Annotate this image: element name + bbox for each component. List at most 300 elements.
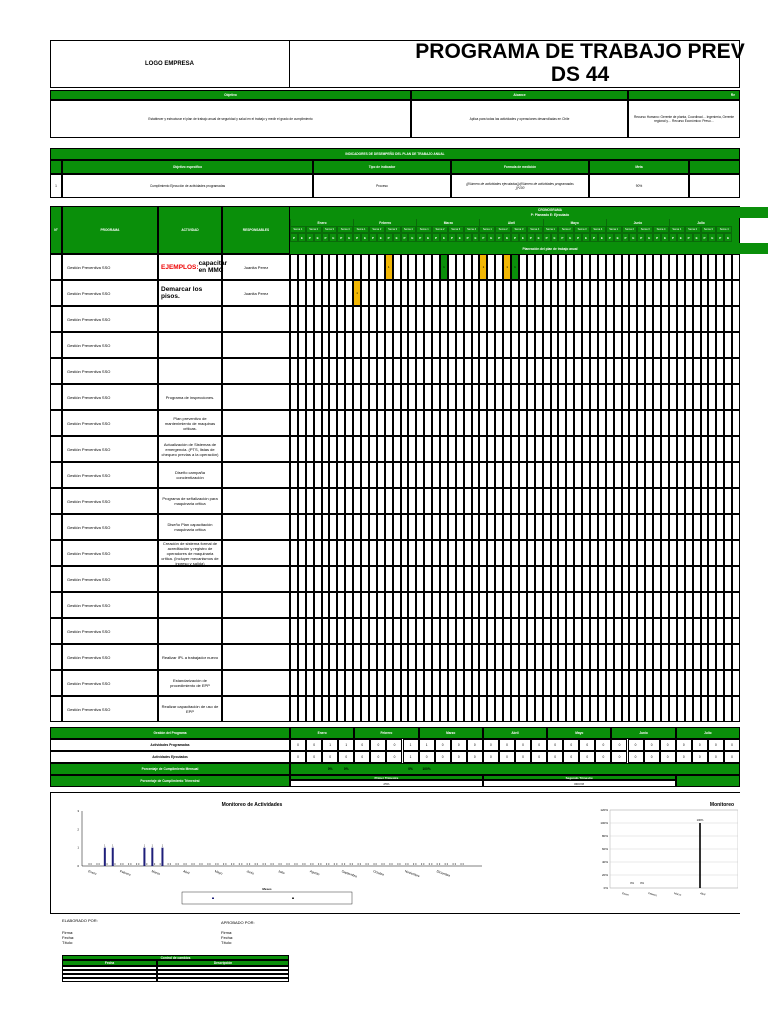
schedule-cell[interactable] [582,332,590,358]
schedule-cell[interactable] [361,306,369,332]
schedule-cell[interactable] [511,618,519,644]
schedule-cell[interactable] [629,540,637,566]
schedule-cell[interactable] [456,332,464,358]
schedule-cell[interactable] [629,696,637,722]
schedule-cell[interactable] [314,540,322,566]
schedule-cell[interactable] [701,644,709,670]
schedule-cell[interactable] [377,280,385,306]
schedule-cell[interactable] [708,618,716,644]
schedule-cell[interactable] [527,410,535,436]
schedule-cell[interactable] [369,540,377,566]
schedule-cell[interactable] [677,384,685,410]
schedule-cell[interactable] [629,306,637,332]
schedule-cell[interactable] [622,384,630,410]
schedule-cell[interactable] [543,410,551,436]
schedule-cell[interactable] [495,566,503,592]
schedule-cell[interactable] [503,384,511,410]
schedule-cell[interactable] [464,280,472,306]
schedule-cell[interactable] [495,332,503,358]
schedule-cell[interactable] [290,514,298,540]
schedule-cell[interactable] [558,618,566,644]
schedule-cell[interactable] [645,306,653,332]
schedule-cell[interactable] [416,488,424,514]
schedule-cell[interactable] [487,332,495,358]
schedule-cell[interactable] [298,332,306,358]
schedule-cell[interactable] [685,410,693,436]
schedule-cell[interactable] [329,306,337,332]
schedule-cell[interactable] [408,254,416,280]
schedule-cell[interactable] [393,254,401,280]
schedule-cell[interactable] [661,358,669,384]
schedule-cell[interactable] [653,436,661,462]
schedule-cell[interactable] [369,670,377,696]
schedule-cell[interactable] [479,592,487,618]
schedule-cell[interactable] [495,462,503,488]
schedule-cell[interactable] [361,566,369,592]
schedule-cell[interactable] [329,566,337,592]
schedule-cell[interactable] [519,540,527,566]
schedule-cell[interactable] [290,696,298,722]
schedule-cell[interactable] [677,254,685,280]
schedule-cell[interactable] [724,540,732,566]
schedule-cell[interactable] [598,488,606,514]
schedule-cell[interactable] [590,592,598,618]
schedule-cell[interactable] [519,514,527,540]
schedule-cell[interactable] [574,514,582,540]
schedule-cell[interactable] [511,462,519,488]
schedule-cell[interactable] [408,462,416,488]
schedule-cell[interactable] [385,540,393,566]
schedule-cell[interactable] [677,358,685,384]
schedule-cell[interactable] [527,592,535,618]
schedule-cell[interactable] [622,566,630,592]
schedule-cell[interactable] [677,306,685,332]
schedule-cell[interactable] [716,462,724,488]
schedule-cell[interactable] [685,696,693,722]
schedule-cell[interactable] [708,306,716,332]
schedule-cell[interactable] [298,358,306,384]
schedule-cell[interactable] [393,358,401,384]
schedule-cell[interactable] [582,410,590,436]
schedule-cell[interactable] [527,436,535,462]
schedule-cell[interactable] [322,696,330,722]
schedule-cell[interactable] [661,332,669,358]
schedule-cell[interactable] [606,254,614,280]
schedule-cell[interactable] [535,566,543,592]
schedule-cell[interactable] [290,644,298,670]
schedule-cell[interactable] [732,306,740,332]
schedule-cell[interactable] [653,358,661,384]
schedule-cell[interactable] [669,696,677,722]
schedule-cell[interactable] [590,462,598,488]
schedule-cell[interactable] [637,410,645,436]
schedule-cell[interactable] [440,332,448,358]
schedule-cell[interactable] [456,410,464,436]
schedule-cell[interactable] [716,436,724,462]
schedule-cell[interactable] [511,644,519,670]
schedule-cell[interactable] [732,644,740,670]
schedule-cell[interactable] [716,306,724,332]
schedule-cell[interactable] [495,488,503,514]
schedule-cell[interactable] [645,332,653,358]
schedule-cell[interactable] [329,436,337,462]
schedule-cell[interactable] [614,592,622,618]
schedule-cell[interactable] [590,566,598,592]
schedule-cell[interactable] [685,332,693,358]
schedule-cell[interactable] [448,488,456,514]
schedule-cell[interactable] [598,254,606,280]
schedule-cell[interactable] [479,436,487,462]
schedule-cell[interactable] [614,618,622,644]
schedule-cell[interactable] [393,462,401,488]
schedule-cell[interactable] [456,488,464,514]
schedule-cell[interactable] [622,358,630,384]
schedule-cell[interactable] [424,410,432,436]
schedule-cell[interactable] [503,462,511,488]
schedule-cell[interactable] [551,462,559,488]
schedule-cell[interactable] [716,592,724,618]
schedule-cell[interactable] [598,462,606,488]
schedule-cell[interactable] [314,566,322,592]
schedule-cell[interactable] [527,618,535,644]
schedule-cell[interactable] [487,410,495,436]
schedule-cell[interactable] [693,280,701,306]
schedule-cell[interactable] [369,436,377,462]
schedule-cell[interactable] [314,410,322,436]
schedule-cell[interactable] [527,254,535,280]
schedule-cell[interactable] [487,618,495,644]
schedule-cell[interactable] [724,514,732,540]
schedule-cell[interactable] [298,254,306,280]
schedule-cell[interactable] [574,592,582,618]
schedule-cell[interactable] [716,488,724,514]
schedule-cell[interactable] [329,254,337,280]
schedule-cell[interactable] [314,280,322,306]
schedule-cell[interactable] [424,488,432,514]
schedule-cell[interactable] [401,436,409,462]
schedule-cell[interactable] [456,514,464,540]
schedule-cell[interactable] [322,514,330,540]
schedule-cell[interactable] [574,462,582,488]
schedule-cell[interactable] [479,618,487,644]
schedule-cell[interactable] [408,592,416,618]
schedule-cell[interactable] [685,514,693,540]
schedule-cell[interactable] [708,670,716,696]
schedule-cell[interactable] [503,566,511,592]
schedule-cell[interactable] [314,618,322,644]
schedule-cell[interactable] [614,488,622,514]
schedule-cell[interactable] [432,540,440,566]
schedule-cell[interactable] [353,618,361,644]
schedule-cell[interactable] [598,540,606,566]
schedule-cell[interactable] [401,332,409,358]
schedule-cell[interactable] [377,618,385,644]
schedule-cell[interactable] [290,332,298,358]
schedule-cell[interactable] [487,254,495,280]
schedule-cell[interactable] [487,670,495,696]
schedule-cell[interactable] [353,488,361,514]
schedule-cell[interactable] [558,332,566,358]
schedule-cell[interactable] [329,670,337,696]
schedule-cell[interactable] [637,644,645,670]
schedule-cell[interactable] [495,696,503,722]
schedule-cell[interactable] [432,696,440,722]
schedule-cell[interactable] [527,696,535,722]
schedule-cell[interactable] [543,618,551,644]
schedule-cell[interactable] [645,514,653,540]
schedule-cell[interactable] [495,644,503,670]
schedule-cell[interactable] [519,306,527,332]
schedule-cell[interactable] [661,280,669,306]
schedule-cell[interactable] [511,384,519,410]
schedule-cell[interactable] [653,592,661,618]
schedule-cell[interactable] [440,566,448,592]
schedule-cell[interactable] [424,566,432,592]
schedule-cell[interactable] [345,280,353,306]
schedule-cell[interactable] [456,540,464,566]
schedule-cell[interactable] [708,280,716,306]
schedule-cell[interactable] [385,384,393,410]
schedule-cell[interactable] [574,540,582,566]
schedule-cell[interactable] [337,306,345,332]
schedule-cell[interactable] [290,384,298,410]
schedule-cell[interactable] [551,306,559,332]
schedule-cell[interactable] [369,618,377,644]
schedule-cell[interactable] [566,644,574,670]
schedule-cell[interactable] [701,462,709,488]
schedule-cell[interactable] [645,592,653,618]
schedule-cell[interactable] [377,254,385,280]
schedule-cell[interactable] [329,644,337,670]
schedule-cell[interactable] [629,644,637,670]
schedule-cell[interactable] [306,410,314,436]
schedule-cell[interactable] [708,592,716,618]
schedule-cell[interactable] [551,644,559,670]
schedule-cell[interactable] [582,436,590,462]
schedule-cell[interactable] [669,436,677,462]
schedule-cell[interactable] [558,670,566,696]
schedule-cell[interactable] [582,280,590,306]
schedule-cell[interactable] [432,436,440,462]
schedule-cell[interactable] [385,462,393,488]
schedule-cell[interactable] [401,540,409,566]
schedule-cell[interactable] [701,514,709,540]
schedule-cell[interactable] [298,592,306,618]
schedule-cell[interactable] [314,670,322,696]
schedule-cell[interactable] [472,306,480,332]
schedule-cell[interactable] [416,332,424,358]
schedule-cell[interactable] [693,644,701,670]
schedule-cell[interactable] [645,670,653,696]
schedule-cell[interactable] [598,696,606,722]
schedule-cell[interactable] [385,670,393,696]
schedule-cell[interactable] [361,410,369,436]
schedule-cell[interactable] [440,696,448,722]
schedule-cell[interactable] [393,592,401,618]
schedule-cell[interactable] [519,254,527,280]
schedule-cell[interactable] [361,384,369,410]
schedule-cell[interactable] [551,566,559,592]
schedule-cell[interactable] [401,618,409,644]
schedule-cell[interactable] [369,332,377,358]
schedule-cell[interactable] [543,254,551,280]
schedule-cell[interactable] [519,410,527,436]
schedule-cell[interactable] [724,306,732,332]
schedule-cell[interactable] [353,514,361,540]
schedule-cell[interactable] [424,696,432,722]
schedule-cell[interactable] [637,592,645,618]
schedule-cell[interactable] [732,332,740,358]
schedule-cell[interactable] [527,332,535,358]
schedule-cell[interactable] [566,384,574,410]
schedule-cell[interactable] [543,644,551,670]
schedule-cell[interactable] [701,592,709,618]
schedule-cell[interactable] [724,436,732,462]
schedule-cell[interactable] [551,488,559,514]
schedule-cell[interactable] [424,436,432,462]
schedule-cell[interactable] [598,332,606,358]
schedule-cell[interactable] [440,410,448,436]
schedule-cell[interactable] [314,514,322,540]
schedule-cell[interactable] [432,462,440,488]
schedule-cell[interactable] [290,436,298,462]
schedule-cell[interactable] [527,644,535,670]
schedule-cell[interactable] [401,280,409,306]
schedule-cell[interactable] [716,696,724,722]
schedule-cell[interactable] [337,592,345,618]
schedule-cell[interactable] [298,436,306,462]
schedule-cell[interactable] [606,280,614,306]
schedule-cell[interactable] [543,280,551,306]
schedule-cell[interactable] [677,592,685,618]
schedule-cell[interactable] [329,358,337,384]
schedule-cell[interactable] [377,384,385,410]
schedule-cell[interactable] [393,618,401,644]
schedule-cell[interactable] [495,436,503,462]
schedule-cell[interactable] [653,696,661,722]
schedule-cell[interactable] [472,436,480,462]
schedule-cell[interactable] [298,670,306,696]
schedule-cell[interactable] [519,592,527,618]
schedule-cell[interactable] [685,540,693,566]
schedule-cell[interactable] [416,462,424,488]
schedule-cell[interactable] [345,592,353,618]
schedule-cell[interactable] [701,670,709,696]
schedule-cell[interactable] [511,358,519,384]
schedule-cell[interactable] [669,384,677,410]
schedule-cell[interactable] [337,644,345,670]
schedule-cell[interactable] [408,618,416,644]
schedule-cell[interactable] [464,254,472,280]
schedule-cell[interactable] [408,306,416,332]
schedule-cell[interactable] [629,436,637,462]
schedule-cell[interactable] [448,410,456,436]
schedule-cell[interactable] [495,592,503,618]
schedule-cell[interactable] [677,540,685,566]
schedule-cell[interactable] [322,436,330,462]
schedule-cell[interactable] [329,514,337,540]
schedule-cell[interactable] [535,618,543,644]
schedule-cell[interactable] [598,618,606,644]
schedule-cell[interactable] [353,462,361,488]
schedule-cell[interactable] [361,254,369,280]
schedule-cell[interactable] [629,410,637,436]
schedule-cell[interactable] [298,280,306,306]
schedule-cell[interactable] [535,436,543,462]
schedule-cell[interactable] [519,332,527,358]
schedule-cell[interactable] [353,254,361,280]
schedule-cell[interactable] [669,280,677,306]
schedule-cell[interactable] [732,384,740,410]
schedule-cell[interactable] [393,436,401,462]
schedule-cell[interactable] [614,566,622,592]
schedule-cell[interactable] [590,436,598,462]
schedule-cell[interactable] [582,462,590,488]
schedule-cell[interactable] [645,696,653,722]
schedule-cell[interactable] [464,306,472,332]
schedule-cell[interactable] [622,254,630,280]
schedule-cell[interactable] [535,462,543,488]
schedule-cell[interactable] [535,670,543,696]
schedule-cell[interactable] [424,462,432,488]
schedule-cell[interactable] [693,462,701,488]
schedule-cell[interactable] [393,410,401,436]
schedule-cell[interactable] [464,384,472,410]
schedule-cell[interactable] [393,566,401,592]
schedule-cell[interactable] [708,332,716,358]
schedule-cell[interactable] [732,410,740,436]
schedule-cell[interactable] [298,696,306,722]
schedule-cell[interactable] [464,488,472,514]
schedule-cell[interactable] [393,670,401,696]
schedule-cell[interactable] [558,566,566,592]
schedule-cell[interactable] [385,358,393,384]
schedule-cell[interactable] [464,696,472,722]
schedule-cell[interactable] [574,696,582,722]
schedule-cell[interactable] [337,254,345,280]
schedule-cell[interactable] [448,436,456,462]
schedule-cell[interactable] [353,670,361,696]
schedule-cell[interactable] [503,618,511,644]
schedule-cell[interactable] [314,592,322,618]
schedule-cell[interactable] [629,592,637,618]
schedule-cell[interactable] [606,670,614,696]
schedule-cell[interactable] [298,306,306,332]
schedule-cell[interactable] [598,592,606,618]
schedule-cell[interactable] [693,670,701,696]
schedule-cell[interactable] [464,618,472,644]
schedule-cell[interactable] [472,462,480,488]
schedule-cell[interactable] [322,670,330,696]
schedule-cell[interactable] [535,254,543,280]
schedule-cell[interactable] [511,670,519,696]
schedule-cell[interactable] [677,514,685,540]
schedule-cell[interactable] [479,306,487,332]
schedule-cell[interactable] [732,280,740,306]
schedule-cell[interactable] [345,566,353,592]
schedule-cell[interactable] [369,696,377,722]
schedule-cell[interactable] [590,514,598,540]
schedule-cell[interactable] [590,280,598,306]
schedule-cell[interactable] [693,436,701,462]
schedule-cell[interactable] [432,514,440,540]
schedule-cell[interactable] [424,306,432,332]
schedule-cell[interactable] [440,514,448,540]
schedule-cell[interactable] [416,280,424,306]
schedule-cell[interactable] [377,332,385,358]
schedule-cell[interactable] [298,644,306,670]
schedule-cell[interactable] [345,462,353,488]
